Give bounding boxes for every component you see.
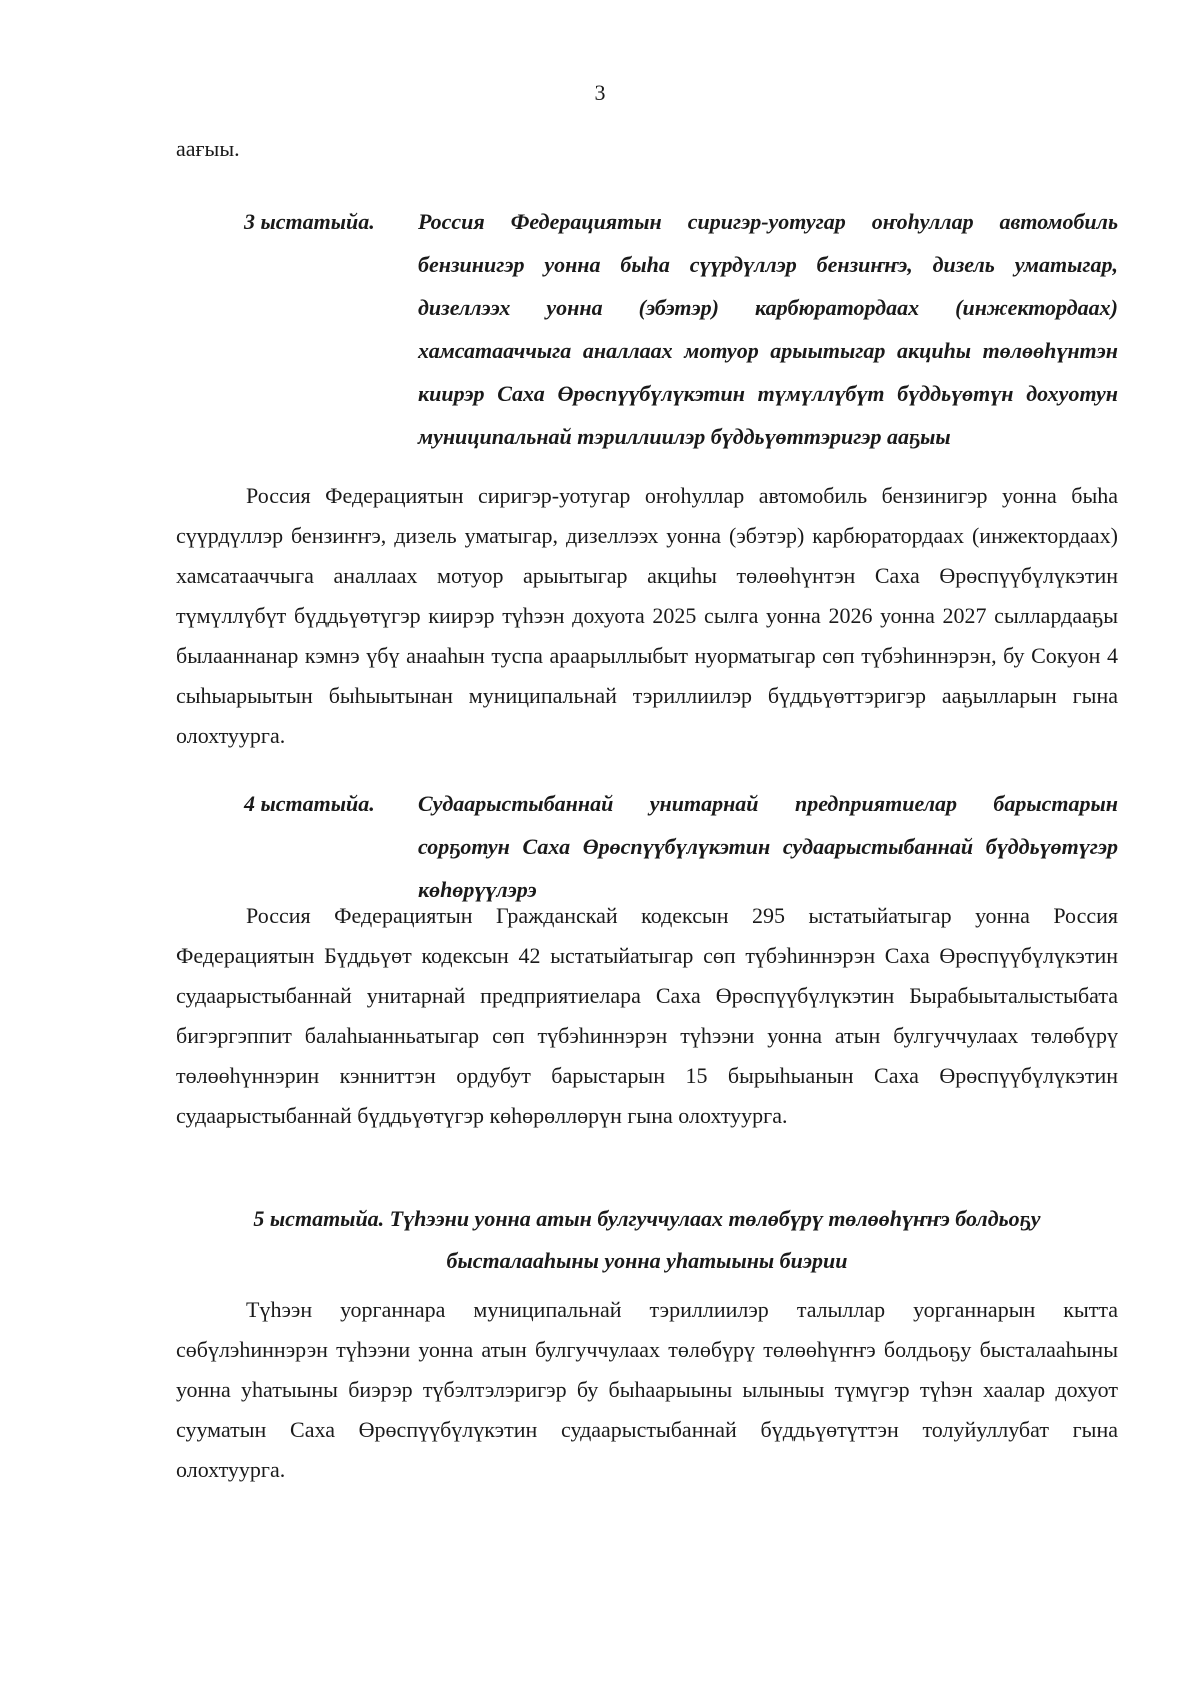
- article-3-paragraph: Россия Федерациятын сиригэр-уотугар оҥоһуллар автомобиль бензинигэр уонна быһа сүүрдүллэр бензиҥҥэ, дизель уматыгар, дизеллээх уонна (эбэтэр) карбюратордаах (инжектордаах) хамсатааччыга аналлаах мотуор арыытыгар акциһы төлөөһүнтэн Саха Өрөспүүбүлүкэтин түмүллүбүт бүддьүөтүгэр киирэр түһээн дохуота 2025 сылга уонна 2026 уонна 2027 сыллардааҕы былааннанар кэмнэ үбү анааһын туспа араарыллыбыт нуорматыгар сөп түбэһиннэрэн, бу Сокуон 4 сыһыарыытын быһыытынан муниципальнай тэриллиилэр бүддьүөттэригэр ааҕылларын гына олохтуурга.: [176, 483, 1118, 748]
- article-5-title-line2: бысталааһыны уонна уһатыыны биэрии: [446, 1248, 848, 1273]
- page-number: 3: [594, 80, 606, 105]
- continuation-text: аағыы.: [176, 136, 240, 161]
- article-5-paragraph: Түһээн уорганнара муниципальнай тэриллиилэр талыллар уорганнарын кытта сөбүлэһиннэрэн түһээни уонна атын булгуччулаах төлөбүрү төлөөһүҥҥэ болдьоҕу бысталааһыны уонна уһатыыны биэрэр түбэлтэлэригэр бу быһаарыыны ылыныы түмүгэр түһэн хаалар дохуот сууматын Саха Өрөспүүбүлүкэтин судаарыстыбаннай бүддьүөтүттэн толуйуллубат гына олохтуурга.: [176, 1297, 1118, 1482]
- article-5-title-line1: 5 ыстатыйа. Түһээни уонна атын булгуччулаах төлөбүрү төлөөһүҥҥэ болдьоҕу: [253, 1206, 1041, 1231]
- article-4-title: Судаарыстыбаннай унитарнай предприятиелар барыстарын сорҕотун Саха Өрөспүүбүлүкэтин судаарыстыбаннай бүддьүөтүгэр көһөрүүлэрэ: [418, 791, 1118, 902]
- article-4-label: 4 ыстатыйа.: [244, 791, 375, 816]
- article-3-title: Россия Федерациятын сиригэр-уотугар оҥоһуллар автомобиль бензинигэр уонна быһа сүүрдүллэр бензиҥҥэ, дизель уматыгар, дизеллээх уонна (эбэтэр) карбюратордаах (инжектордаах) хамсатааччыга аналлаах мотуор арыытыгар акциһы төлөөһүнтэн киирэр Саха Өрөспүүбүлүкэтин түмүллүбүт бүддьүөтүн дохуотун муниципальнай тэриллиилэр бүддьүөттэригэр ааҕыы: [418, 209, 1118, 449]
- article-3-label: 3 ыстатыйа.: [244, 209, 375, 234]
- article-4-paragraph: Россия Федерациятын Гражданскай кодексын 295 ыстатыйатыгар уонна Россия Федерациятын Бүддьүөт кодексын 42 ыстатыйатыгар сөп түбэһиннэрэн Саха Өрөспүүбүлүкэтин судаарыстыбаннай унитарнай предприятиелара Саха Өрөспүүбүлүкэтин Бырабыыталыстыбата бигэргэппит балаһыанньатыгар сөп түбэһиннэрэн түһээни уонна атын булгуччулаах төлөбүрү төлөөһүннэрин кэнниттэн ордубут барыстарын 15 бырыһыанын Саха Өрөспүүбүлүкэтин судаарыстыбаннай бүддьүөтүгэр көһөрөллөрүн гына олохтуурга.: [176, 903, 1118, 1128]
